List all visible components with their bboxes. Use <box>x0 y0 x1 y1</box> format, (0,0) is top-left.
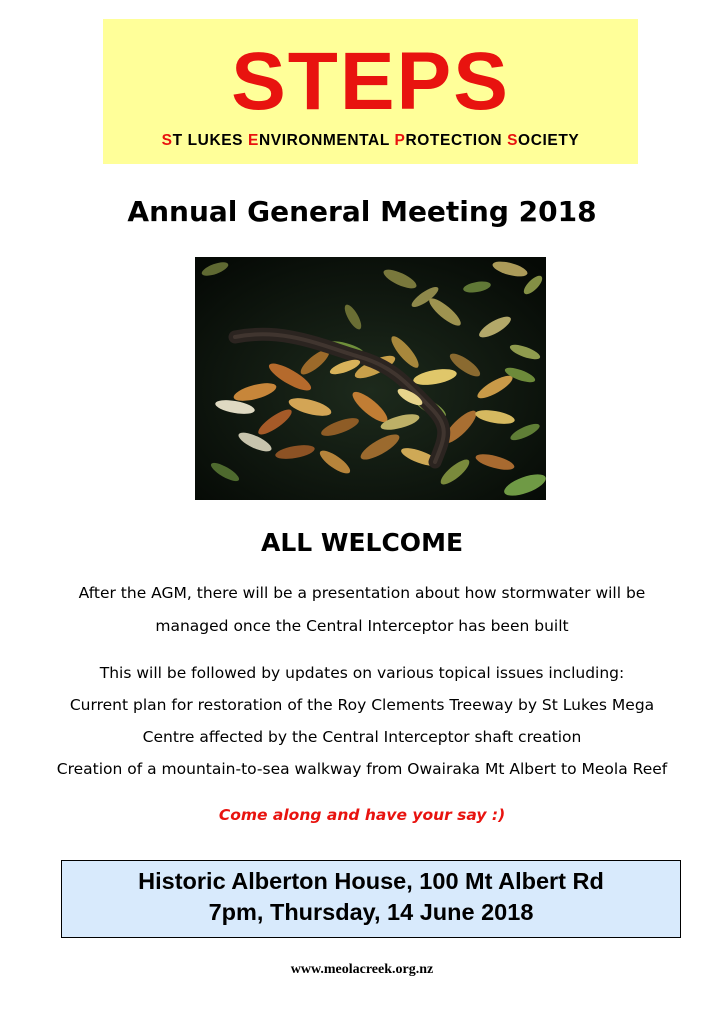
updates-item-walkway: Creation of a mountain-to-sea walkway from Owairaka Mt Albert to Meola Reef <box>56 760 668 778</box>
updates-intro: This will be followed by updates on various topical issues including: <box>99 664 625 682</box>
presentation-line-1: After the AGM, there will be a presentation about how stormwater will be <box>78 584 646 602</box>
society-word: ST <box>161 132 188 149</box>
website-url: www.meolacreek.org.nz <box>290 962 434 977</box>
society-word: PROTECTION <box>394 132 508 149</box>
steps-logo-title: STEPS <box>231 36 510 127</box>
presentation-line-2: managed once the Central Interceptor has been built <box>155 617 569 635</box>
society-word: SOCIETY <box>507 132 580 149</box>
eel-photo <box>195 257 546 500</box>
venue-datetime: 7pm, Thursday, 14 June 2018 <box>208 899 534 925</box>
venue-location: Historic Alberton House, 100 Mt Albert Rd <box>138 868 604 894</box>
society-word: ENVIRONMENTAL <box>248 132 395 149</box>
meeting-title: Annual General Meeting 2018 <box>127 195 597 228</box>
call-to-action: Come along and have your say :) <box>218 806 506 824</box>
all-welcome-heading: ALL WELCOME <box>260 528 464 557</box>
venue-box <box>61 860 681 938</box>
society-full-name <box>103 132 638 151</box>
updates-item-treeway-cont: Centre affected by the Central Interceptor shaft creation <box>142 728 582 746</box>
header-banner <box>103 19 638 164</box>
society-word: LUKES <box>187 132 249 149</box>
updates-item-treeway: Current plan for restoration of the Roy Clements Treeway by St Lukes Mega <box>69 696 655 714</box>
